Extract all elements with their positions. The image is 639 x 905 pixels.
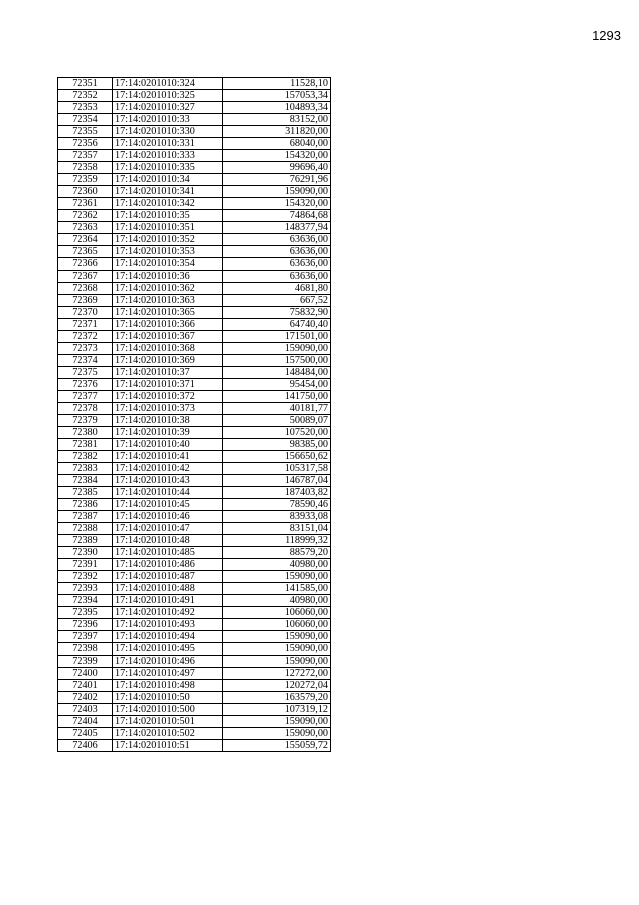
table-row	[58, 174, 331, 186]
table-row	[58, 438, 331, 450]
table-row	[58, 270, 331, 282]
value-cell: 148484,00	[223, 366, 331, 378]
value-cell: 75832,90	[223, 306, 331, 318]
value-cell: 88579,20	[223, 547, 331, 559]
cadastral-code-cell: 17:14:0201010:48	[113, 535, 223, 547]
cadastral-code-cell: 17:14:0201010:367	[113, 330, 223, 342]
value-cell: 118999,32	[223, 535, 331, 547]
row-number-cell: 72397	[58, 631, 113, 643]
cadastral-code-cell: 17:14:0201010:46	[113, 511, 223, 523]
row-number-cell: 72356	[58, 138, 113, 150]
row-number-cell: 72400	[58, 667, 113, 679]
cadastral-code-cell: 17:14:0201010:34	[113, 174, 223, 186]
row-number-cell: 72377	[58, 390, 113, 402]
table-row	[58, 535, 331, 547]
row-number-cell: 72371	[58, 318, 113, 330]
value-cell: 50089,07	[223, 414, 331, 426]
table-row	[58, 222, 331, 234]
row-number-cell: 72386	[58, 499, 113, 511]
cadastral-code-cell: 17:14:0201010:491	[113, 595, 223, 607]
table-row	[58, 643, 331, 655]
cadastral-code-cell: 17:14:0201010:498	[113, 679, 223, 691]
table-row	[58, 450, 331, 462]
value-cell: 76291,96	[223, 174, 331, 186]
table-row	[58, 547, 331, 559]
value-cell: 120272,04	[223, 679, 331, 691]
cadastral-code-cell: 17:14:0201010:342	[113, 198, 223, 210]
table-row	[58, 258, 331, 270]
row-number-cell: 72404	[58, 715, 113, 727]
row-number-cell: 72399	[58, 655, 113, 667]
row-number-cell: 72367	[58, 270, 113, 282]
value-cell: 148377,94	[223, 222, 331, 234]
row-number-cell: 72366	[58, 258, 113, 270]
row-number-cell: 72396	[58, 619, 113, 631]
row-number-cell: 72370	[58, 306, 113, 318]
row-number-cell: 72375	[58, 366, 113, 378]
cadastral-code-cell: 17:14:0201010:372	[113, 390, 223, 402]
value-cell: 154320,00	[223, 150, 331, 162]
row-number-cell: 72385	[58, 487, 113, 499]
value-cell: 4681,80	[223, 282, 331, 294]
row-number-cell: 72378	[58, 402, 113, 414]
value-cell: 74864,68	[223, 210, 331, 222]
cadastral-code-cell: 17:14:0201010:45	[113, 499, 223, 511]
row-number-cell: 72392	[58, 571, 113, 583]
cadastral-code-cell: 17:14:0201010:496	[113, 655, 223, 667]
cadastral-code-cell: 17:14:0201010:365	[113, 306, 223, 318]
value-cell: 83933,08	[223, 511, 331, 523]
cadastral-code-cell: 17:14:0201010:38	[113, 414, 223, 426]
table-row	[58, 715, 331, 727]
row-number-cell: 72391	[58, 559, 113, 571]
value-cell: 187403,82	[223, 487, 331, 499]
cadastral-code-cell: 17:14:0201010:487	[113, 571, 223, 583]
value-cell: 78590,46	[223, 499, 331, 511]
cadastral-code-cell: 17:14:0201010:50	[113, 691, 223, 703]
table-row	[58, 150, 331, 162]
row-number-cell: 72358	[58, 162, 113, 174]
table-row	[58, 234, 331, 246]
table-row	[58, 330, 331, 342]
table-row	[58, 475, 331, 487]
value-cell: 159090,00	[223, 186, 331, 198]
row-number-cell: 72381	[58, 438, 113, 450]
row-number-cell: 72382	[58, 450, 113, 462]
table-row	[58, 739, 331, 751]
row-number-cell: 72362	[58, 210, 113, 222]
table-row	[58, 138, 331, 150]
value-cell: 146787,04	[223, 475, 331, 487]
table-row	[58, 414, 331, 426]
value-cell: 171501,00	[223, 330, 331, 342]
table-row	[58, 114, 331, 126]
cadastral-code-cell: 17:14:0201010:51	[113, 739, 223, 751]
data-table	[57, 77, 331, 752]
cadastral-code-cell: 17:14:0201010:371	[113, 378, 223, 390]
cadastral-code-cell: 17:14:0201010:331	[113, 138, 223, 150]
cadastral-code-cell: 17:14:0201010:501	[113, 715, 223, 727]
cadastral-code-cell: 17:14:0201010:488	[113, 583, 223, 595]
value-cell: 63636,00	[223, 258, 331, 270]
row-number-cell: 72363	[58, 222, 113, 234]
value-cell: 105317,58	[223, 463, 331, 475]
table-row	[58, 402, 331, 414]
row-number-cell: 72365	[58, 246, 113, 258]
cadastral-code-cell: 17:14:0201010:351	[113, 222, 223, 234]
row-number-cell: 72368	[58, 282, 113, 294]
table-row	[58, 655, 331, 667]
table-row	[58, 78, 331, 90]
row-number-cell: 72387	[58, 511, 113, 523]
value-cell: 95454,00	[223, 378, 331, 390]
row-number-cell: 72403	[58, 703, 113, 715]
table-row	[58, 679, 331, 691]
row-number-cell: 72372	[58, 330, 113, 342]
value-cell: 40980,00	[223, 559, 331, 571]
cadastral-code-cell: 17:14:0201010:36	[113, 270, 223, 282]
cadastral-code-cell: 17:14:0201010:495	[113, 643, 223, 655]
cadastral-code-cell: 17:14:0201010:366	[113, 318, 223, 330]
value-cell: 63636,00	[223, 270, 331, 282]
cadastral-code-cell: 17:14:0201010:41	[113, 450, 223, 462]
value-cell: 11528,10	[223, 78, 331, 90]
row-number-cell: 72402	[58, 691, 113, 703]
row-number-cell: 72374	[58, 354, 113, 366]
table-row	[58, 198, 331, 210]
row-number-cell: 72369	[58, 294, 113, 306]
value-cell: 40181,77	[223, 402, 331, 414]
row-number-cell: 72379	[58, 414, 113, 426]
value-cell: 40980,00	[223, 595, 331, 607]
row-number-cell: 72359	[58, 174, 113, 186]
cadastral-code-cell: 17:14:0201010:492	[113, 607, 223, 619]
row-number-cell: 72390	[58, 547, 113, 559]
cadastral-code-cell: 17:14:0201010:500	[113, 703, 223, 715]
value-cell: 63636,00	[223, 234, 331, 246]
value-cell: 311820,00	[223, 126, 331, 138]
cadastral-code-cell: 17:14:0201010:37	[113, 366, 223, 378]
cadastral-code-cell: 17:14:0201010:363	[113, 294, 223, 306]
cadastral-code-cell: 17:14:0201010:502	[113, 727, 223, 739]
row-number-cell: 72406	[58, 739, 113, 751]
table-row	[58, 499, 331, 511]
table-body	[58, 78, 331, 752]
table-row	[58, 571, 331, 583]
row-number-cell: 72405	[58, 727, 113, 739]
value-cell: 159090,00	[223, 342, 331, 354]
row-number-cell: 72354	[58, 114, 113, 126]
table-row	[58, 186, 331, 198]
table-row	[58, 631, 331, 643]
cadastral-code-cell: 17:14:0201010:493	[113, 619, 223, 631]
table-row	[58, 727, 331, 739]
row-number-cell: 72401	[58, 679, 113, 691]
cadastral-code-cell: 17:14:0201010:327	[113, 102, 223, 114]
value-cell: 159090,00	[223, 571, 331, 583]
cadastral-code-cell: 17:14:0201010:325	[113, 90, 223, 102]
cadastral-code-cell: 17:14:0201010:324	[113, 78, 223, 90]
value-cell: 141750,00	[223, 390, 331, 402]
value-cell: 99696,40	[223, 162, 331, 174]
cadastral-code-cell: 17:14:0201010:39	[113, 426, 223, 438]
cadastral-code-cell: 17:14:0201010:352	[113, 234, 223, 246]
value-cell: 107319,12	[223, 703, 331, 715]
value-cell: 667,52	[223, 294, 331, 306]
cadastral-code-cell: 17:14:0201010:494	[113, 631, 223, 643]
cadastral-code-cell: 17:14:0201010:485	[113, 547, 223, 559]
table-row	[58, 306, 331, 318]
table-row	[58, 318, 331, 330]
value-cell: 154320,00	[223, 198, 331, 210]
value-cell: 83151,04	[223, 523, 331, 535]
cadastral-code-cell: 17:14:0201010:497	[113, 667, 223, 679]
cadastral-code-cell: 17:14:0201010:40	[113, 438, 223, 450]
table-row	[58, 246, 331, 258]
cadastral-code-cell: 17:14:0201010:335	[113, 162, 223, 174]
value-cell: 159090,00	[223, 715, 331, 727]
row-number-cell: 72394	[58, 595, 113, 607]
table-row	[58, 511, 331, 523]
cadastral-code-cell: 17:14:0201010:42	[113, 463, 223, 475]
row-number-cell: 72351	[58, 78, 113, 90]
value-cell: 98385,00	[223, 438, 331, 450]
table-row	[58, 126, 331, 138]
row-number-cell: 72355	[58, 126, 113, 138]
cadastral-code-cell: 17:14:0201010:43	[113, 475, 223, 487]
value-cell: 155059,72	[223, 739, 331, 751]
row-number-cell: 72353	[58, 102, 113, 114]
cadastral-code-cell: 17:14:0201010:35	[113, 210, 223, 222]
cadastral-code-cell: 17:14:0201010:354	[113, 258, 223, 270]
table-row	[58, 390, 331, 402]
row-number-cell: 72395	[58, 607, 113, 619]
value-cell: 157500,00	[223, 354, 331, 366]
table-row	[58, 583, 331, 595]
table-row	[58, 378, 331, 390]
table-row	[58, 667, 331, 679]
value-cell: 68040,00	[223, 138, 331, 150]
table-row	[58, 366, 331, 378]
table-row	[58, 426, 331, 438]
row-number-cell: 72384	[58, 475, 113, 487]
row-number-cell: 72373	[58, 342, 113, 354]
row-number-cell: 72352	[58, 90, 113, 102]
value-cell: 159090,00	[223, 631, 331, 643]
value-cell: 106060,00	[223, 619, 331, 631]
value-cell: 159090,00	[223, 643, 331, 655]
cadastral-code-cell: 17:14:0201010:333	[113, 150, 223, 162]
row-number-cell: 72398	[58, 643, 113, 655]
table-row	[58, 102, 331, 114]
value-cell: 63636,00	[223, 246, 331, 258]
cadastral-code-cell: 17:14:0201010:353	[113, 246, 223, 258]
value-cell: 163579,20	[223, 691, 331, 703]
row-number-cell: 72364	[58, 234, 113, 246]
cadastral-code-cell: 17:14:0201010:369	[113, 354, 223, 366]
page-number: 1293	[592, 28, 621, 43]
cadastral-code-cell: 17:14:0201010:373	[113, 402, 223, 414]
row-number-cell: 72357	[58, 150, 113, 162]
table-row	[58, 619, 331, 631]
table-row	[58, 342, 331, 354]
cadastral-code-cell: 17:14:0201010:330	[113, 126, 223, 138]
cadastral-code-cell: 17:14:0201010:44	[113, 487, 223, 499]
row-number-cell: 72389	[58, 535, 113, 547]
table-row	[58, 463, 331, 475]
table-row	[58, 607, 331, 619]
cadastral-code-cell: 17:14:0201010:47	[113, 523, 223, 535]
value-cell: 159090,00	[223, 655, 331, 667]
table-row	[58, 294, 331, 306]
row-number-cell: 72361	[58, 198, 113, 210]
row-number-cell: 72393	[58, 583, 113, 595]
value-cell: 64740,40	[223, 318, 331, 330]
table-row	[58, 162, 331, 174]
row-number-cell: 72380	[58, 426, 113, 438]
value-cell: 127272,00	[223, 667, 331, 679]
table-row	[58, 487, 331, 499]
table-row	[58, 90, 331, 102]
table-row	[58, 354, 331, 366]
table-row	[58, 691, 331, 703]
table-row	[58, 703, 331, 715]
value-cell: 141585,00	[223, 583, 331, 595]
row-number-cell: 72383	[58, 463, 113, 475]
value-cell: 157053,34	[223, 90, 331, 102]
value-cell: 156650,62	[223, 450, 331, 462]
table-row	[58, 282, 331, 294]
value-cell: 159090,00	[223, 727, 331, 739]
row-number-cell: 72388	[58, 523, 113, 535]
value-cell: 83152,00	[223, 114, 331, 126]
value-cell: 107520,00	[223, 426, 331, 438]
cadastral-code-cell: 17:14:0201010:341	[113, 186, 223, 198]
row-number-cell: 72360	[58, 186, 113, 198]
cadastral-code-cell: 17:14:0201010:362	[113, 282, 223, 294]
cadastral-code-cell: 17:14:0201010:368	[113, 342, 223, 354]
table-row	[58, 210, 331, 222]
table-row	[58, 559, 331, 571]
value-cell: 104893,34	[223, 102, 331, 114]
cadastral-code-cell: 17:14:0201010:33	[113, 114, 223, 126]
cadastral-code-cell: 17:14:0201010:486	[113, 559, 223, 571]
table-row	[58, 523, 331, 535]
value-cell: 106060,00	[223, 607, 331, 619]
row-number-cell: 72376	[58, 378, 113, 390]
table-row	[58, 595, 331, 607]
